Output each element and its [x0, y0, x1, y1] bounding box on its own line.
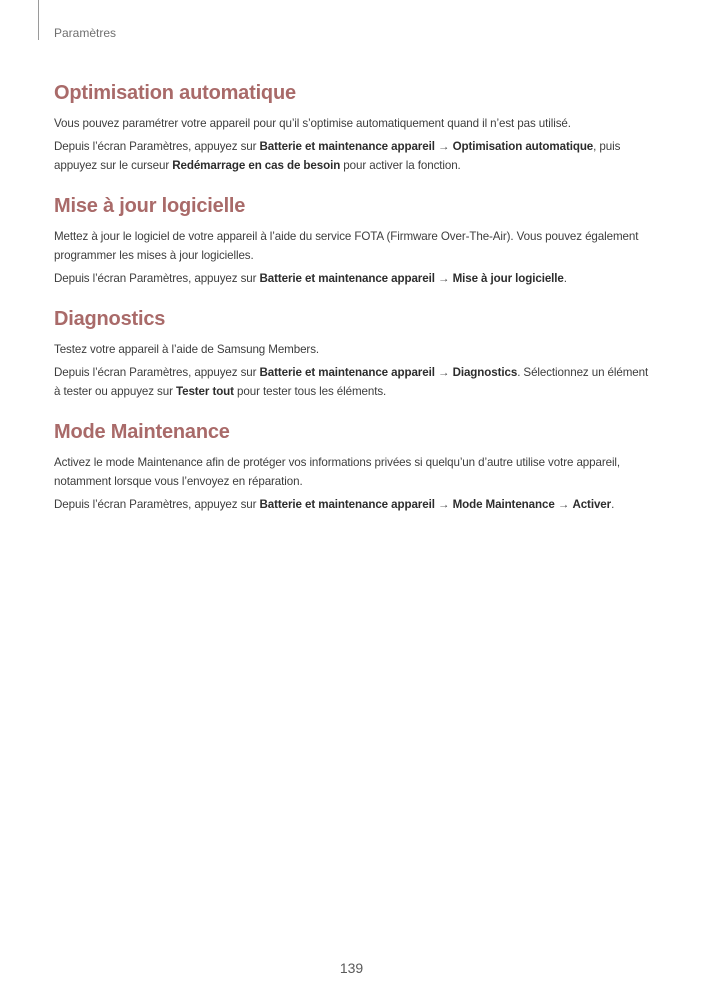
- text-run: Mettez à jour le logiciel de votre appareil à l’aide du service FOTA (Firmware Over-The-Air). Vous pouvez également programmer les mises à jour logicielles.: [54, 230, 639, 262]
- section-mise-a-jour-logicielle: [54, 193, 654, 288]
- section-diagnostics: [54, 306, 654, 401]
- text-run: Activez le mode Maintenance afin de protéger vos informations privées si quelqu’un d’autre utilise votre appareil, notamment lorsque vous l’envoyez en réparation.: [54, 456, 621, 488]
- section-title: Mise à jour logicielle: [54, 195, 246, 217]
- header-divider: [38, 0, 39, 40]
- text-run: Depuis l’écran Paramètres, appuyez sur: [54, 272, 260, 285]
- text-run: .: [611, 498, 615, 511]
- section-title: Diagnostics: [54, 308, 166, 330]
- ui-term: Mode Maintenance: [452, 498, 555, 511]
- paragraph: [54, 137, 654, 175]
- text-run: pour activer la fonction.: [340, 159, 461, 172]
- paragraph: [54, 114, 654, 133]
- text-run: .: [563, 272, 567, 285]
- ui-term: Batterie et maintenance appareil: [259, 498, 435, 511]
- ui-term: Activer: [572, 498, 612, 511]
- ui-term: Mise à jour logicielle: [452, 272, 564, 285]
- paragraph: [54, 363, 654, 401]
- ui-term: Batterie et maintenance appareil: [259, 272, 435, 285]
- text-run: . Sélectionnez un élément à tester ou appuyez sur: [54, 366, 649, 398]
- section-mode-maintenance: [54, 419, 654, 514]
- text-run: →: [434, 498, 453, 511]
- ui-term: Redémarrage en cas de besoin: [172, 159, 341, 172]
- text-run: →: [434, 140, 453, 153]
- text-run: →: [554, 498, 573, 511]
- running-header: Paramètres: [54, 26, 117, 40]
- text-run: Depuis l’écran Paramètres, appuyez sur: [54, 140, 260, 153]
- text-run: Depuis l’écran Paramètres, appuyez sur: [54, 498, 260, 511]
- paragraph: [54, 495, 654, 514]
- document-body: [54, 80, 654, 532]
- ui-term: Batterie et maintenance appareil: [259, 366, 435, 379]
- paragraph: [54, 227, 654, 265]
- ui-term: Optimisation automatique: [452, 140, 594, 153]
- text-run: Depuis l’écran Paramètres, appuyez sur: [54, 366, 260, 379]
- ui-term: Tester tout: [175, 385, 234, 398]
- page-number: 139: [339, 960, 364, 976]
- paragraph: [54, 340, 654, 359]
- section-title: Optimisation automatique: [54, 82, 296, 104]
- text-run: →: [434, 272, 453, 285]
- text-run: →: [434, 366, 453, 379]
- ui-term: Diagnostics: [452, 366, 518, 379]
- paragraph: [54, 269, 654, 288]
- paragraph: [54, 453, 654, 491]
- section-title: Mode Maintenance: [54, 421, 230, 443]
- text-run: , puis appuyez sur le curseur: [54, 140, 621, 172]
- ui-term: Batterie et maintenance appareil: [259, 140, 435, 153]
- text-run: Vous pouvez paramétrer votre appareil pour qu’il s’optimise automatiquement quand il n’est pas utilisé.: [54, 117, 571, 130]
- section-optimisation-automatique: [54, 80, 654, 175]
- text-run: Testez votre appareil à l’aide de Samsung Members.: [54, 343, 320, 356]
- text-run: pour tester tous les éléments.: [233, 385, 387, 398]
